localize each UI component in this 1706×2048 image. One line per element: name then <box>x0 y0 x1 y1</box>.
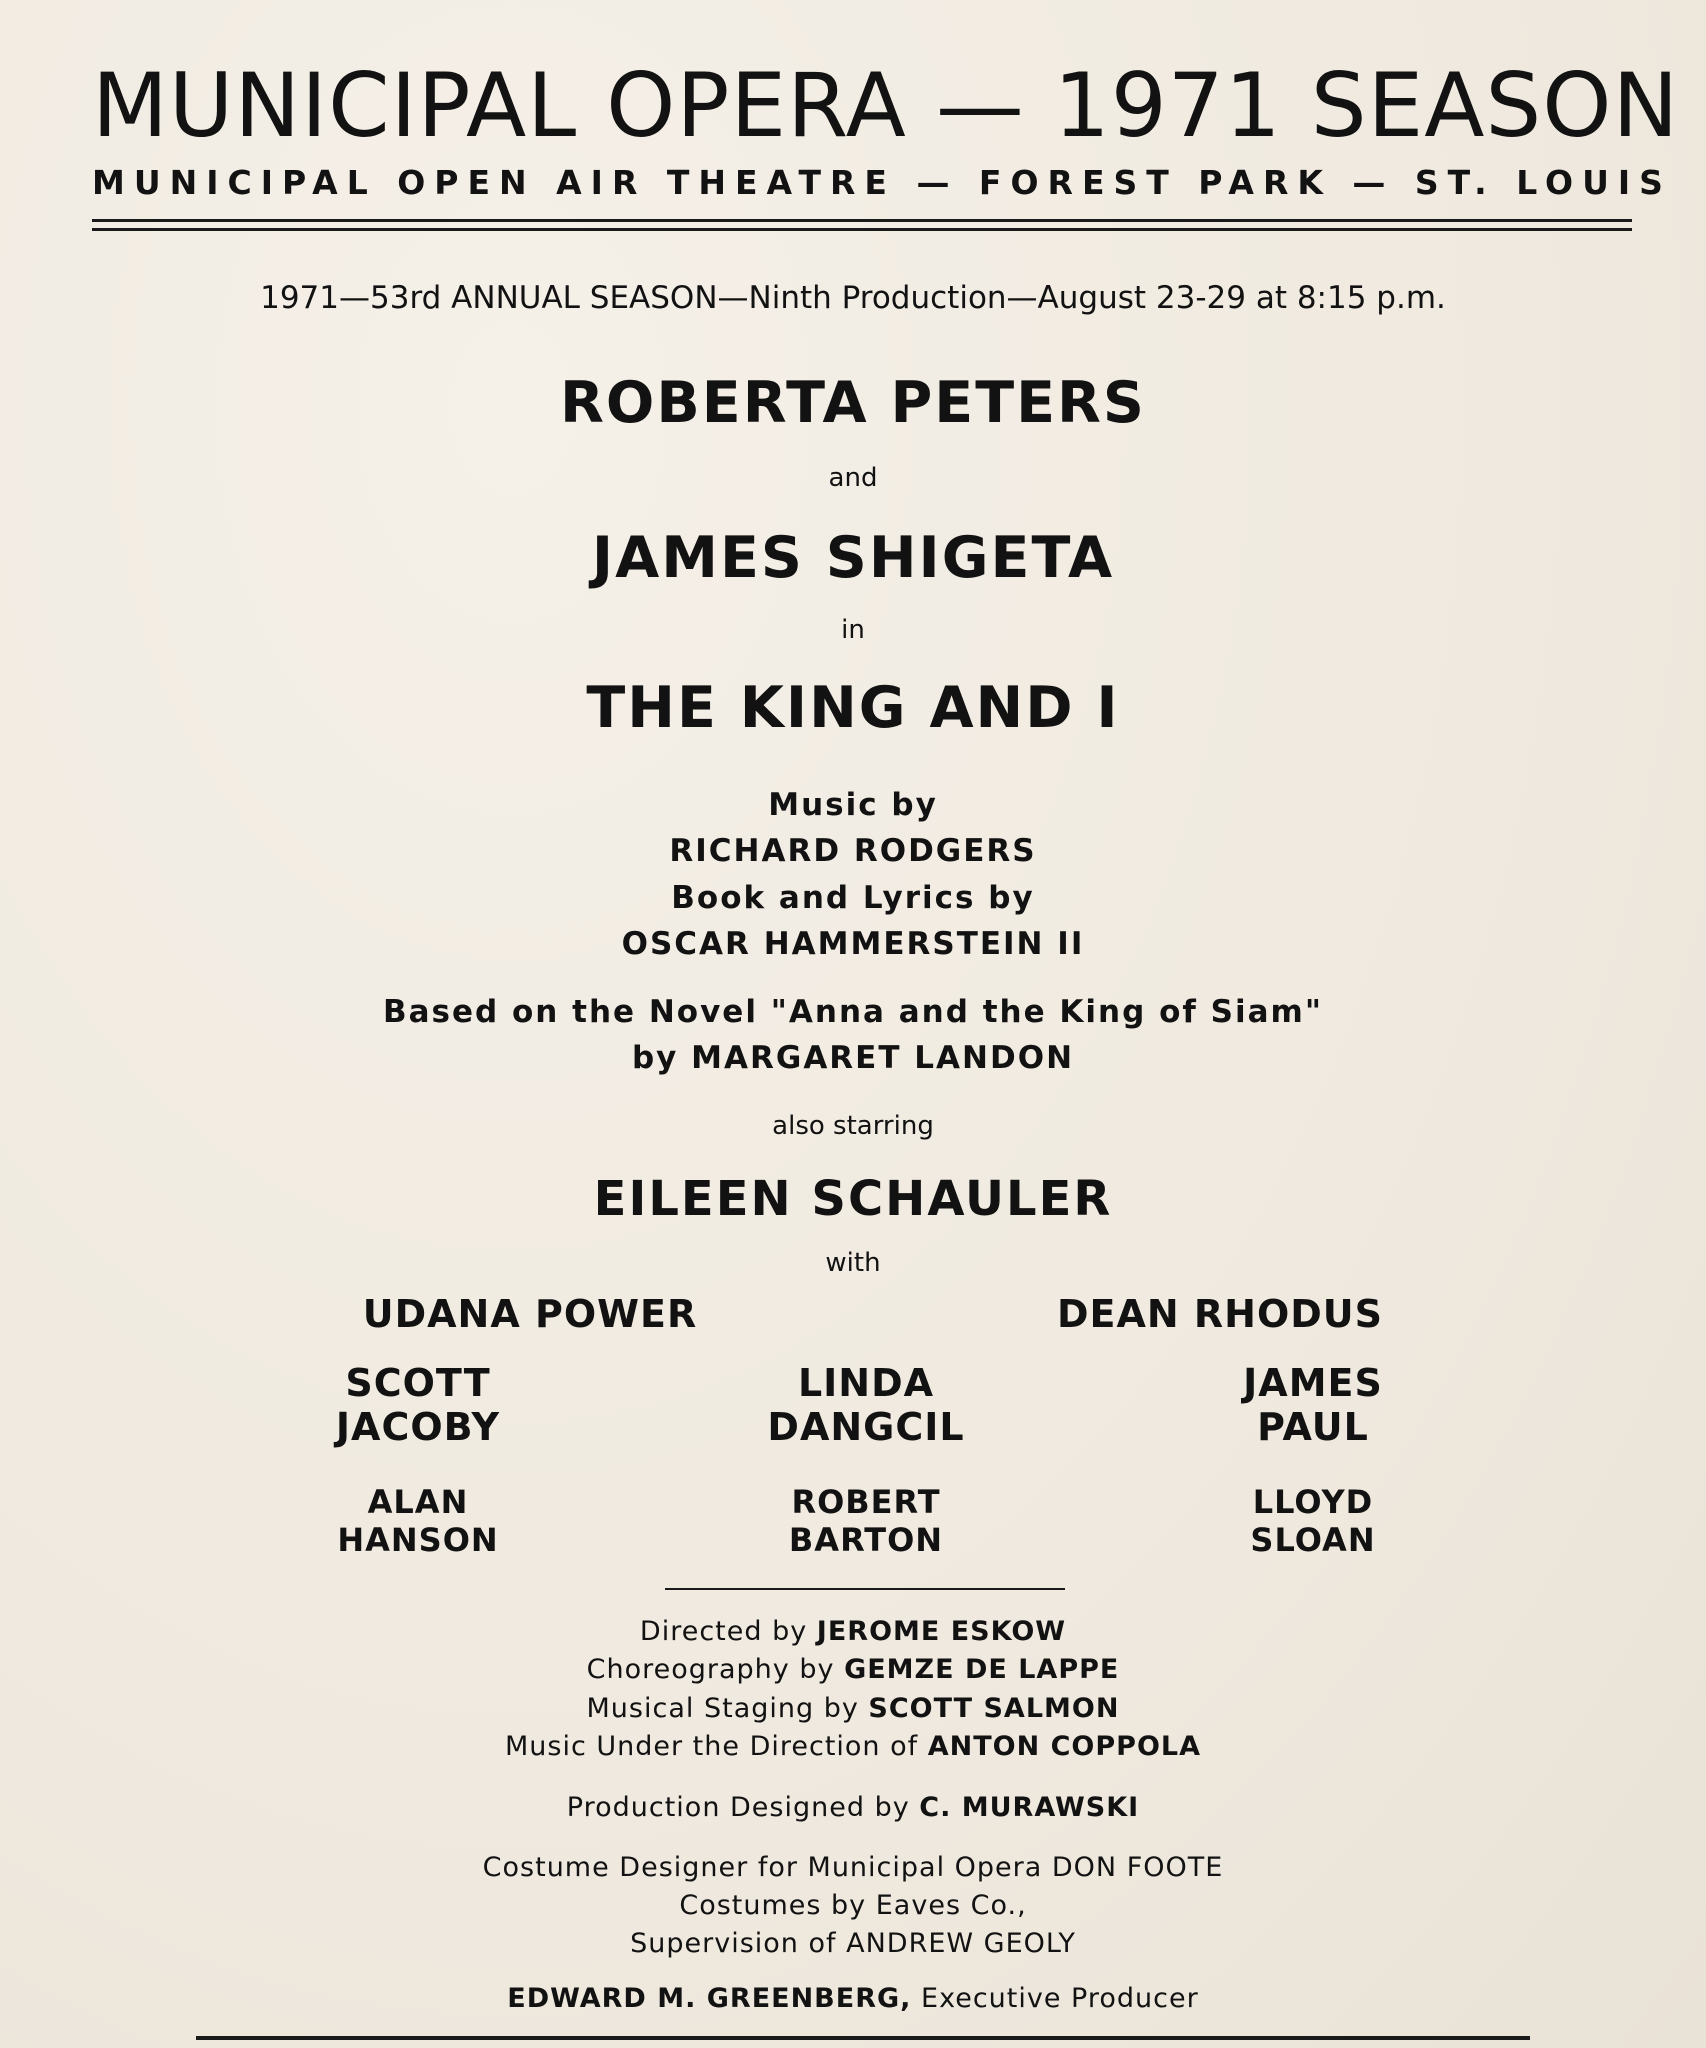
star-roberta-peters: ROBERTA PETERS <box>560 370 1146 436</box>
cast-last-name: BARTON <box>788 1520 944 1559</box>
cast-james-paul <box>1163 1362 1463 1449</box>
cast-first-name: ALAN <box>367 1483 469 1521</box>
credit-choreography <box>0 1656 1706 1683</box>
credit-supervision: Supervision of ANDREW GEOLY <box>630 1928 1076 1959</box>
page-subtitle: MUNICIPAL OPEN AIR THEATRE — FOREST PARK — ST. LOUIS <box>92 163 1672 202</box>
cast-last-name: PAUL <box>1257 1404 1369 1449</box>
cast-first-name: ROBERT <box>791 1483 941 1521</box>
credits-divider <box>665 1588 1065 1590</box>
lyricist-name: OSCAR HAMMERSTEIN II <box>621 926 1085 962</box>
cast-first-name: LLOYD <box>1252 1483 1374 1521</box>
footer-rule <box>196 2036 1530 2040</box>
cast-last-name: SLOAN <box>1250 1520 1376 1559</box>
credit-production-design <box>0 1794 1706 1821</box>
credit-name: ANTON COPPOLA <box>927 1731 1202 1762</box>
credit-name: SCOTT SALMON <box>868 1693 1120 1724</box>
composer-name: RICHARD RODGERS <box>669 833 1037 869</box>
credit-executive-producer <box>0 1985 1706 2012</box>
credit-name: GEMZE DE LAPPE <box>844 1654 1120 1685</box>
season-line: 1971—53rd ANNUAL SEASON—Ninth Production—August 23-29 at 8:15 p.m. <box>260 280 1446 316</box>
header-rule-top <box>92 219 1632 222</box>
star-james-shigeta: JAMES SHIGETA <box>591 525 1115 591</box>
in-text: in <box>841 615 865 645</box>
credit-label: Production Designed by <box>566 1792 910 1823</box>
cast-last-name: HANSON <box>337 1520 499 1559</box>
credit-label: Musical Staging by <box>586 1693 859 1724</box>
cast-last-name: JACOBY <box>335 1404 501 1449</box>
based-on-novel: Based on the Novel "Anna and the King of Siam" <box>382 994 1324 1030</box>
credit-name: C. MURAWSKI <box>919 1792 1140 1823</box>
header-rule-bottom <box>92 228 1632 231</box>
cast-lloyd-sloan <box>1163 1484 1463 1560</box>
cast-first-name: JAMES <box>1243 1361 1383 1405</box>
cast-udana-power: UDANA POWER <box>362 1292 698 1336</box>
cast-linda-dangcil <box>716 1362 1016 1449</box>
credit-name: JEROME ESKOW <box>816 1616 1067 1647</box>
cast-robert-barton <box>716 1484 1016 1560</box>
credit-musical-staging <box>0 1695 1706 1722</box>
cast-dean-rhodus: DEAN RHODUS <box>1056 1292 1384 1336</box>
credit-directed <box>0 1618 1706 1645</box>
featured-eileen-schauler: EILEEN SCHAULER <box>593 1171 1113 1227</box>
credit-label: Music Under the Direction of <box>504 1731 919 1762</box>
cast-last-name: DANGCIL <box>767 1404 965 1449</box>
with-label: with <box>825 1248 881 1278</box>
credit-name: EDWARD M. GREENBERG, <box>507 1983 912 2014</box>
credit-label: Choreography by <box>586 1654 835 1685</box>
show-title: THE KING AND I <box>586 675 1120 741</box>
cast-alan-hanson <box>268 1484 568 1560</box>
and-text: and <box>828 463 878 493</box>
music-by-label: Music by <box>768 787 938 823</box>
also-starring-label: also starring <box>772 1111 934 1141</box>
cast-first-name: LINDA <box>797 1361 935 1405</box>
novelist-name: by MARGARET LANDON <box>631 1040 1075 1076</box>
book-lyrics-label: Book and Lyrics by <box>671 880 1035 916</box>
cast-scott-jacoby <box>268 1362 568 1449</box>
cast-first-name: SCOTT <box>345 1361 491 1405</box>
page-title: MUNICIPAL OPERA — 1971 SEASON <box>92 54 1680 157</box>
credit-label: Directed by <box>639 1616 808 1647</box>
credit-label: Executive Producer <box>921 1983 1199 2014</box>
credit-costumes-by: Costumes by Eaves Co., <box>679 1890 1027 1921</box>
credit-costume-designer: Costume Designer for Municipal Opera DON FOOTE <box>482 1852 1224 1883</box>
credit-music-direction <box>0 1733 1706 1760</box>
